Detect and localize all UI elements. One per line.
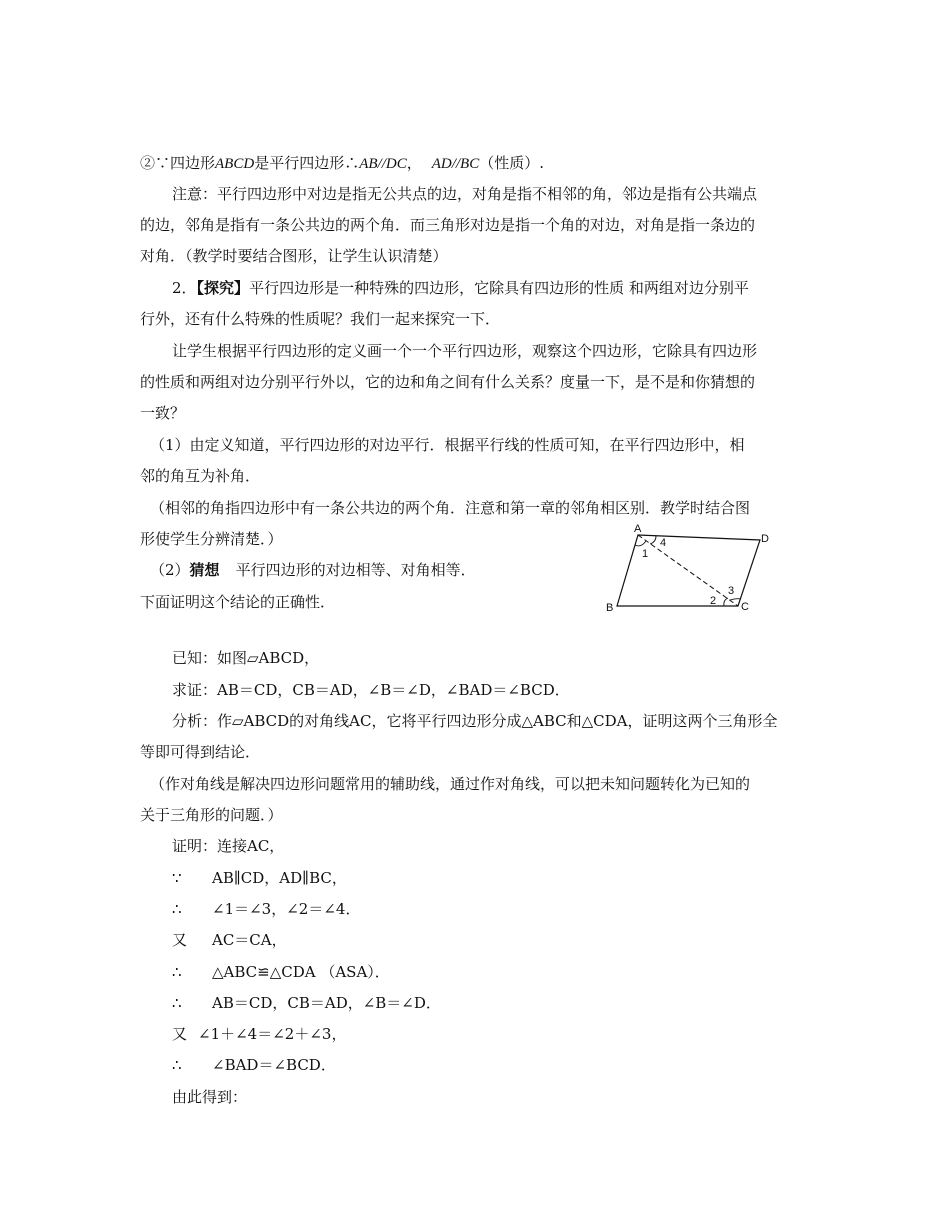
label-angle-2: 2 — [710, 595, 717, 607]
label-angle-1: 1 — [642, 548, 649, 560]
label-angle-4: 4 — [660, 537, 667, 549]
remark2-line-2: 关于三角形的问题．） — [140, 806, 283, 824]
proof-step: 又 AC＝CA， — [172, 931, 287, 949]
analysis-line-1: 分析：作▱ABCD的对角线AC，它将平行四边形分成△ABC和△CDA，证明这两个三角形全 — [172, 712, 778, 730]
proof-step: ∴ AB＝CD，CB＝AD，∠B＝∠D． — [172, 994, 441, 1012]
label-a: A — [634, 523, 642, 535]
note-line-2: 的边，邻角是指有一条公共边的两个角．而三角形对边是指一个角的对边，对角是指一条边的 — [140, 216, 756, 234]
note-line-1: 注意：平行四边形中对边是指无公共点的边，对角是指不相邻的角，邻边是指有公共端点 — [172, 185, 758, 203]
proof-step: ∴ △ABC≌△CDA （ASA）． — [172, 963, 390, 981]
label-d: D — [761, 533, 769, 545]
note-line-3: 对角．（教学时要结合图形，让学生认识清楚） — [140, 247, 448, 265]
to-prove-line: 求证：AB＝CD，CB＝AD，∠B＝∠D，∠BAD＝∠BCD． — [172, 681, 570, 699]
conjecture-line: （2）猜想 平行四边形的对边相等、对角相等． — [150, 561, 476, 579]
remark1-line-2: 形使学生分辨清楚．） — [140, 530, 283, 548]
analysis-line-2: 等即可得到结论． — [140, 743, 261, 761]
remark2-line-1: （作对角线是解决四边形问题常用的辅助线，通过作对角线，可以把未知问题转化为已知的 — [150, 775, 751, 793]
proof-step: 又 ∠1＋∠4＝∠2＋∠3， — [172, 1025, 347, 1043]
activity-line-3: 一致？ — [140, 404, 186, 422]
angle-arc-4 — [650, 536, 656, 544]
explore-line-1: 2．【探究】平行四边形是一种特殊的四边形，它除具有四边形的性质 和两组对边分别平 — [172, 279, 749, 297]
label-c: C — [741, 601, 749, 613]
proof-start: 证明：连接AC， — [172, 837, 285, 855]
proof-step: ∴ ∠1＝∠3，∠2＝∠4． — [172, 900, 361, 918]
activity-line-1: 让学生根据平行四边形的定义画一个一个平行四边形，观察这个四边形，它除具有四边形 — [172, 342, 758, 360]
prove-intro: 下面证明这个结论的正确性． — [140, 593, 336, 611]
angle-arc-1 — [635, 541, 646, 546]
explore-line-2: 行外，还有什么特殊的性质呢？我们一起来探究一下． — [140, 310, 501, 328]
diagonal-ac — [638, 535, 738, 606]
proof-step: ∴ ∠BAD＝∠BCD． — [172, 1056, 336, 1074]
proof-step: ∵ AB∥CD，AD∥BC， — [172, 869, 347, 887]
angle-arc-3 — [730, 599, 741, 600]
item1-line-1: （1）由定义知道，平行四边形的对边平行．根据平行线的性质可知，在平行四边形中，相 — [150, 436, 745, 454]
label-b: B — [606, 602, 614, 614]
parallelogram-figure — [598, 522, 784, 614]
remark1-line-1: （相邻的角指四边形中有一条公共边的两个角．注意和第一章的邻角相区别．教学时结合图 — [150, 499, 751, 517]
angle-arc-2 — [724, 598, 728, 606]
activity-line-2: 的性质和两组对边分别平行外以，它的边和角之间有什么关系？度量一下，是不是和你猜想的 — [140, 373, 756, 391]
property-statement: ②∵四边形ABCD是平行四边形∴AB//DC， AD//BC（性质）. — [140, 154, 544, 172]
item1-line-2: 邻的角互为补角． — [140, 467, 261, 485]
proof-conclusion: 由此得到： — [172, 1088, 248, 1106]
label-angle-3: 3 — [728, 585, 735, 597]
given-line: 已知：如图▱ABCD， — [172, 649, 320, 667]
